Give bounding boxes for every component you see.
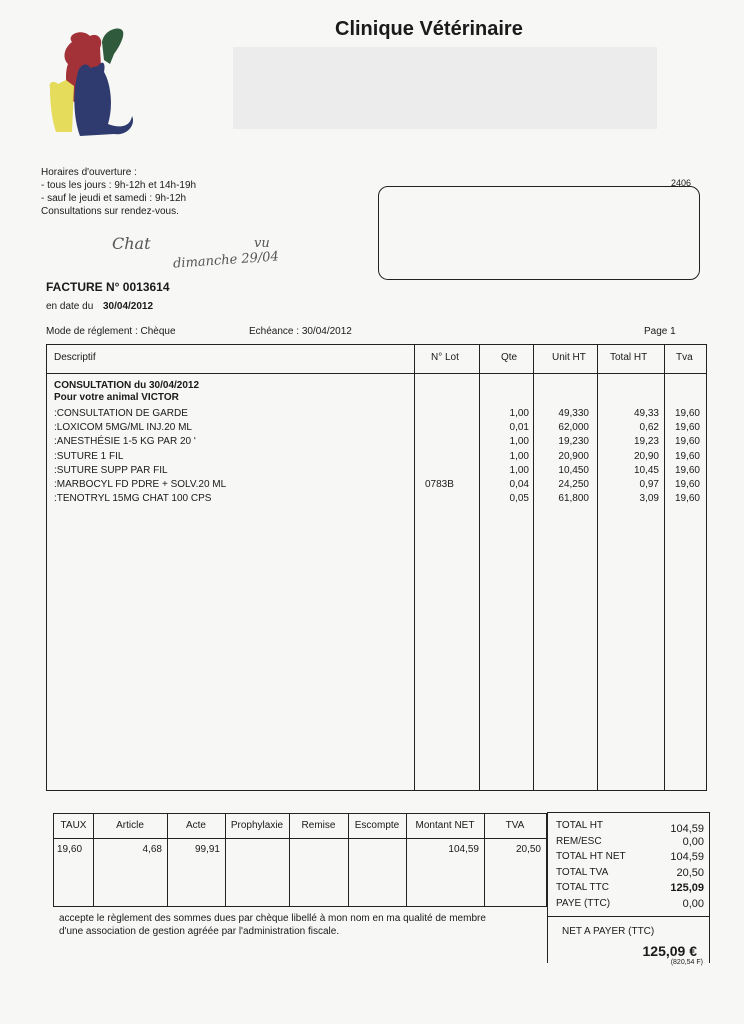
row-unit-ht: 49,330	[558, 408, 589, 419]
tax-header-montant-net: Montant NET	[415, 820, 475, 831]
row-total-ht: 19,23	[633, 436, 659, 448]
tax-value-montant-net: 104,59	[448, 844, 479, 855]
row-total-ht: 3,09	[639, 493, 659, 505]
row-lot: 0783B	[425, 479, 454, 490]
row-description: :ANESTHÉSIE 1-5 KG PAR 20 '	[54, 436, 196, 448]
row-unit-ht: 10,450	[558, 464, 589, 476]
redacted-block	[233, 47, 657, 129]
tax-header-article: Article	[116, 820, 144, 831]
due-date: Echéance : 30/04/2012	[249, 326, 352, 337]
payment-mode: Mode de réglement : Chèque	[46, 326, 176, 337]
totals-row	[556, 835, 704, 849]
totals-value: 0,00	[682, 897, 704, 910]
row-qte: 1,00	[509, 408, 529, 419]
clinic-logo	[44, 24, 136, 142]
totals-separator	[548, 916, 709, 917]
handwritten-note-1: Chat	[112, 234, 151, 253]
tax-header-prophylaxie: Prophylaxie	[230, 820, 284, 831]
handwritten-note-2: vu	[254, 236, 270, 251]
tax-value-tva: 20,50	[515, 844, 541, 855]
tax-header-escompte: Escompte	[354, 820, 400, 831]
table-row	[47, 450, 706, 464]
row-unit-ht: 20,900	[558, 450, 589, 462]
net-to-pay-value: 125,09 €	[642, 943, 697, 959]
row-unit-ht: 61,800	[558, 493, 589, 505]
totals-row	[556, 850, 704, 864]
totals-value: 125,09	[670, 882, 704, 894]
row-qte: 0,01	[509, 422, 529, 434]
row-qte: 1,00	[509, 450, 529, 462]
row-qte: 0,04	[509, 479, 529, 490]
table-row	[47, 435, 706, 449]
row-tva: 19,60	[674, 479, 700, 490]
tax-value-article: 4,68	[142, 844, 162, 855]
tax-summary-table	[53, 813, 547, 907]
consultation-heading-text: CONSULTATION du 30/04/2012	[54, 380, 200, 391]
header-total-ht: Total HT	[610, 352, 648, 363]
table-row	[47, 464, 706, 478]
totals-label: TOTAL TVA	[556, 866, 609, 878]
row-tva: 19,60	[674, 450, 700, 462]
totals-label: TOTAL HT NET	[556, 851, 626, 862]
header-lot: N° Lot	[431, 352, 459, 363]
totals-value: 0,00	[682, 835, 704, 848]
hours-line-3: Consultations sur rendez-vous.	[41, 206, 179, 217]
table-header-separator	[47, 373, 706, 374]
row-tva: 19,60	[674, 422, 700, 434]
row-tva: 19,60	[674, 408, 700, 419]
footer-line-1: accepte le règlement des sommes dues par chèque libellé à mon nom en ma qualité de membre	[59, 913, 486, 924]
animal-heading	[47, 391, 706, 405]
invoice-title: FACTURE N° 0013614	[46, 280, 170, 294]
row-tva: 19,60	[674, 493, 700, 505]
totals-value: 104,59	[670, 851, 704, 863]
clinic-name: Clinique Vétérinaire	[335, 18, 523, 40]
tax-header-remise: Remise	[301, 820, 336, 831]
animal-heading-text: Pour votre animal VICTOR	[54, 392, 179, 403]
invoice-date: 30/04/2012	[103, 301, 154, 312]
row-description: :SUTURE SUPP PAR FIL	[54, 464, 168, 476]
header-unit-ht: Unit HT	[552, 352, 586, 363]
totals-value: 104,59	[670, 823, 704, 835]
row-unit-ht: 24,250	[558, 479, 589, 490]
row-description: :MARBOCYL FD PDRE + SOLV.20 ML	[54, 479, 227, 490]
row-description: :CONSULTATION DE GARDE	[54, 408, 188, 419]
row-unit-ht: 19,230	[558, 436, 589, 448]
tax-header-separator	[54, 838, 546, 839]
table-row	[47, 478, 706, 492]
row-total-ht: 0,97	[639, 479, 659, 490]
tax-header-tva: TVA	[505, 820, 525, 831]
totals-label: TOTAL HT	[556, 820, 604, 831]
row-unit-ht: 62,000	[558, 422, 589, 434]
totals-label: TOTAL TTC	[556, 882, 609, 893]
header-tva: Tva	[676, 352, 693, 363]
row-description: :TENOTRYL 15MG CHAT 100 CPS	[54, 493, 212, 505]
table-row	[47, 407, 706, 421]
totals-row	[556, 897, 704, 911]
row-qte: 0,05	[509, 493, 529, 505]
totals-box	[547, 812, 710, 966]
tax-header-acte: Acte	[185, 820, 206, 831]
header-qte: Qte	[501, 352, 518, 363]
row-total-ht: 49,33	[633, 408, 659, 419]
handwritten-note-3: dimanche 29/04	[172, 249, 280, 272]
table-row	[47, 421, 706, 435]
row-qte: 1,00	[509, 436, 529, 448]
row-total-ht: 10,45	[633, 464, 659, 476]
row-tva: 19,60	[674, 464, 700, 476]
row-description: :LOXICOM 5MG/ML INJ.20 ML	[54, 422, 192, 434]
totals-row	[556, 819, 704, 833]
header-descriptif: Descriptif	[54, 352, 96, 363]
tax-header-taux: TAUX	[60, 820, 87, 831]
totals-row	[556, 866, 704, 880]
address-box	[378, 186, 700, 280]
hours-line-2: - sauf le jeudi et samedi : 9h-12h	[41, 193, 187, 204]
net-to-pay-francs: (820,54 F)	[670, 959, 703, 966]
table-row	[47, 492, 706, 506]
row-total-ht: 20,90	[633, 450, 659, 462]
totals-row	[556, 881, 704, 895]
totals-label: PAYE (TTC)	[556, 897, 611, 909]
totals-label: REM/ESC	[556, 835, 602, 847]
client-code: 2406	[671, 178, 692, 188]
totals-value: 20,50	[676, 866, 704, 879]
hours-line-1: - tous les jours : 9h-12h et 14h-19h	[41, 180, 197, 191]
hours-title: Horaires d'ouverture :	[41, 167, 137, 178]
row-total-ht: 0,62	[639, 422, 659, 434]
row-tva: 19,60	[674, 436, 700, 448]
page-number: Page 1	[644, 326, 676, 337]
invoice-table	[46, 344, 707, 791]
tax-value-taux: 19,60	[57, 844, 83, 855]
net-to-pay-label: NET A PAYER (TTC)	[562, 926, 655, 937]
row-qte: 1,00	[509, 464, 529, 476]
tax-value-acte: 99,91	[194, 844, 220, 855]
invoice-date-label: en date du	[46, 301, 94, 312]
footer-line-2: d'une association de gestion agréée par l'administration fiscale.	[59, 926, 340, 937]
row-description: :SUTURE 1 FIL	[54, 450, 124, 462]
